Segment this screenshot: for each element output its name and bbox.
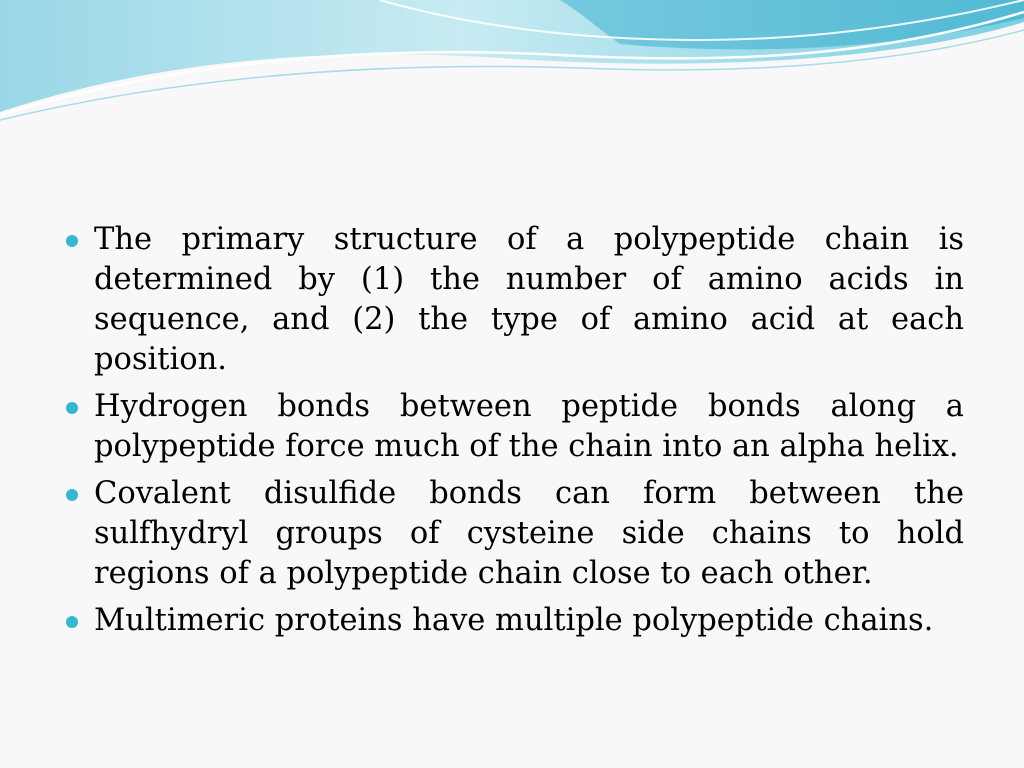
bullet-item (60, 220, 964, 380)
bullet-list (60, 220, 964, 648)
bullet-dot-icon (66, 616, 78, 628)
bullet-dot-icon (66, 235, 78, 247)
bullet-item (60, 601, 964, 641)
bullet-item (60, 387, 964, 467)
bullet-text: Covalent disulfide bonds can form between the sulfhydryl groups of cysteine side chains to hold regions of a polypeptide chain close to each other. (94, 476, 964, 591)
bullet-text: Hydrogen bonds between peptide bonds along a polypeptide force much of the chain into an alpha helix. (94, 389, 964, 464)
bullet-item (60, 474, 964, 594)
wave-band-dark (560, 0, 1024, 49)
bullet-text: The primary structure of a polypeptide chain is determined by (1) the number of amino acids in sequence, and (2) the type of amino acid at each position. (94, 222, 964, 377)
bullet-text: Multimeric proteins have multiple polypeptide chains. (94, 603, 934, 638)
wave-header-decoration (0, 0, 1024, 130)
bullet-dot-icon (66, 489, 78, 501)
bullet-dot-icon (66, 402, 78, 414)
